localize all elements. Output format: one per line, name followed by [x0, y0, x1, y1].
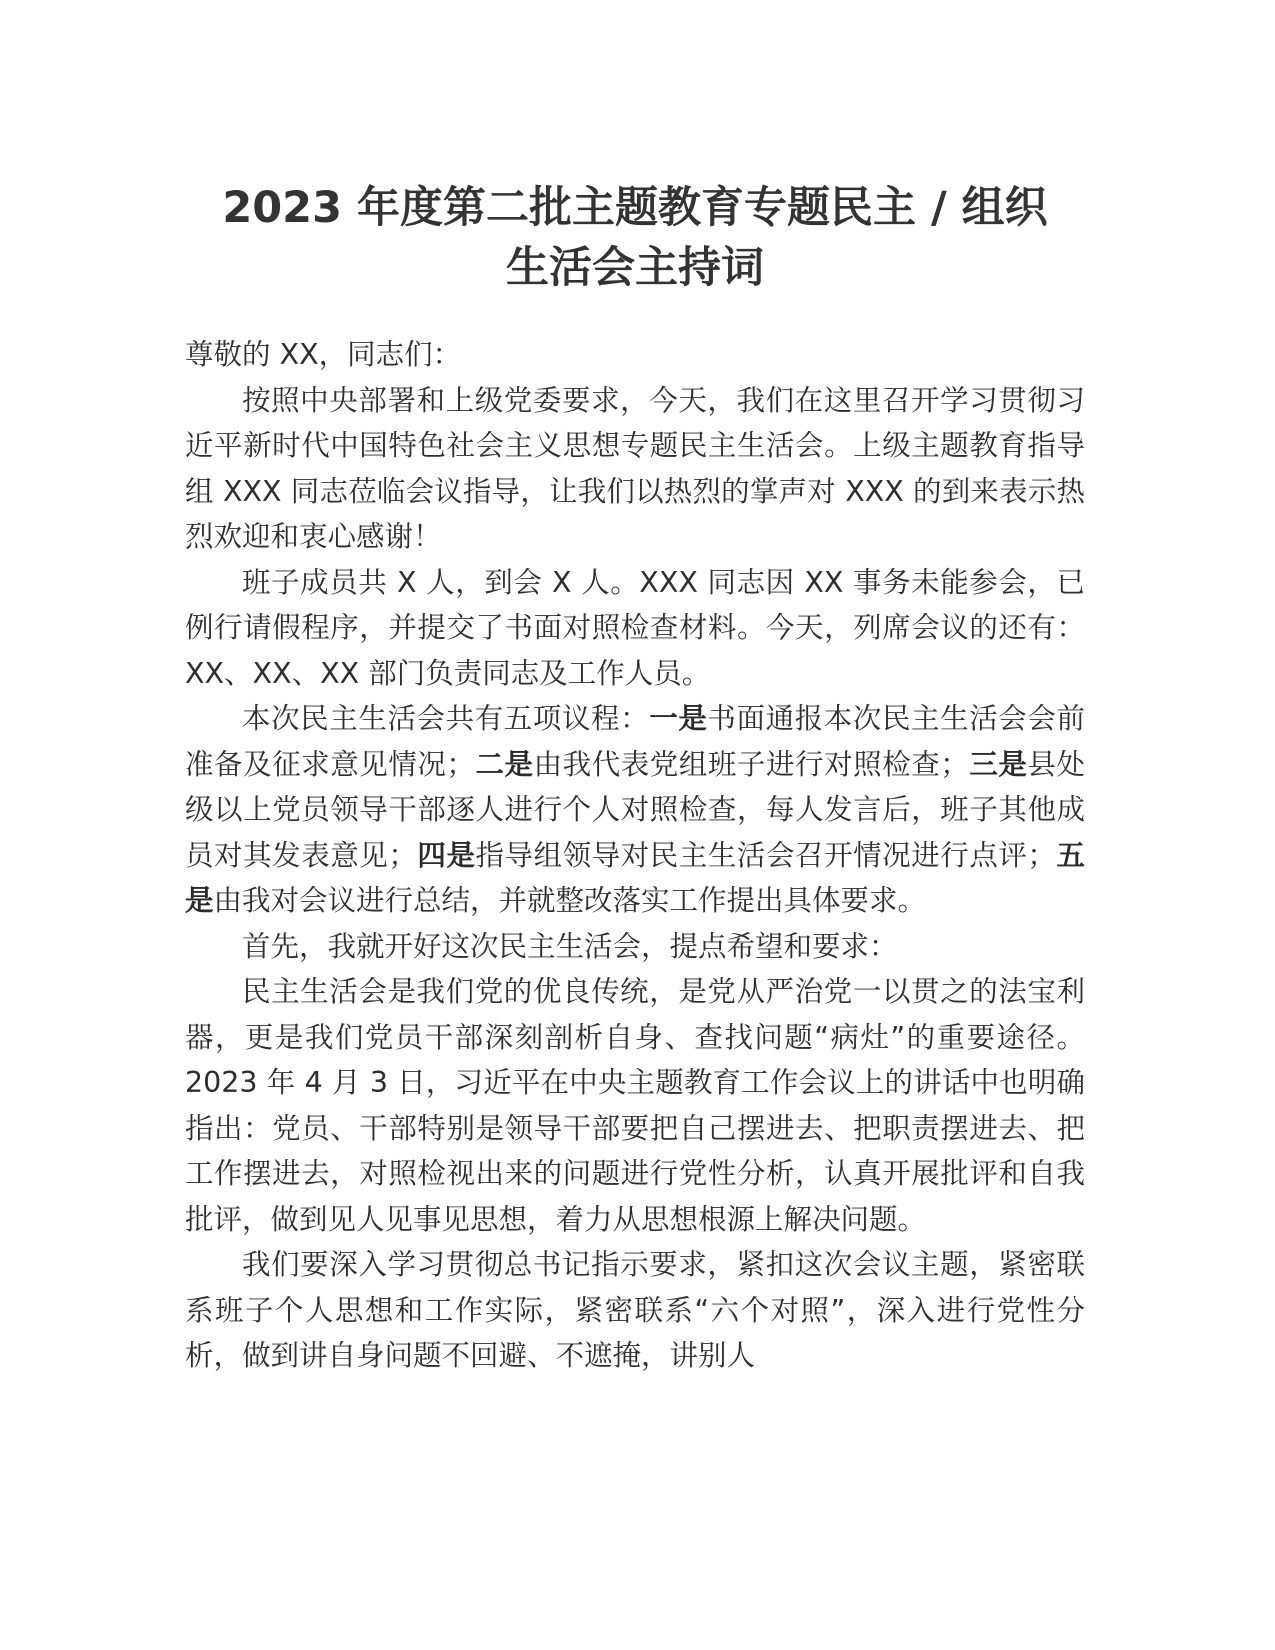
salutation: 尊敬的 XX，同志们：	[185, 338, 462, 371]
paragraph-opening: 按照中央部署和上级党委要求，今天，我们在这里召开学习贯彻习近平新时代中国特色社会主义思想专题民主生活会。上级主题教育指导组 XXX 同志莅临会议指导，让我们以热烈的掌声对 XXX 的到来表示热烈欢迎和衷心感谢！	[185, 383, 1085, 553]
agenda-item-1: 书面通报本次民主生活会会前准备及征求意见情况；	[185, 702, 1085, 781]
agenda-intro: 本次民主生活会共有五项议程：	[242, 702, 650, 735]
agenda-key-3: 三是	[968, 747, 1028, 781]
paragraph-agenda	[185, 696, 1085, 924]
document-body	[185, 332, 1085, 1379]
document-title	[185, 178, 1085, 298]
agenda-item-2: 由我代表党组班子进行对照检查；	[533, 747, 969, 781]
agenda-key-4: 四是	[416, 838, 476, 872]
paragraph-requirements-intro: 首先，我就开好这次民主生活会，提点希望和要求：	[242, 929, 898, 963]
agenda-item-4: 指导组领导对民主生活会召开情况进行点评；	[475, 838, 1056, 872]
paragraph-attendance: 班子成员共 X 人，到会 X 人。XXX 同志因 XX 事务未能参会，已例行请假程序，并提交了书面对照检查材料。今天，列席会议的还有：XX、XX、XX 部门负责同志及工作人员。	[185, 565, 1085, 690]
agenda-key-2: 二是	[474, 747, 534, 781]
paragraph-study: 我们要深入学习贯彻总书记指示要求，紧扣这次会议主题，紧密联系班子个人思想和工作实际，紧密联系“六个对照”，深入进行党性分析，做到讲自身问题不回避、不遮掩，讲别人	[185, 1248, 1085, 1372]
title-line-2: 生活会主持词	[506, 243, 764, 293]
paragraph-tradition: 民主生活会是我们党的优良传统，是党从严治党一以贯之的法宝利器，更是我们党员干部深刻剖析自身、查找问题“病灶”的重要途径。2023 年 4 月 3 日，习近平在中央主题教育工作会议上的讲话中也明确指出：党员、干部特别是领导干部要把自己摆进去、把职责摆进去、把工作摆进去，对照检视出来的问题进行党性分析，认真开展批评和自我批评，做到见人见事见思想，着力从思想根源上解决问题。	[185, 975, 1085, 1236]
agenda-item-5: 由我对会议进行总结，并就整改落实工作提出具体要求。	[213, 884, 927, 917]
agenda-key-5: 五是	[185, 838, 1085, 917]
title-line-1: 2023 年度第二批主题教育专题民主 / 组织	[222, 183, 1048, 233]
agenda-key-1: 一是	[649, 702, 708, 735]
agenda-item-3: 县处级以上党员领导干部逐人进行个人对照检查，每人发言后，班子其他成员对其发表意见；	[185, 747, 1085, 872]
